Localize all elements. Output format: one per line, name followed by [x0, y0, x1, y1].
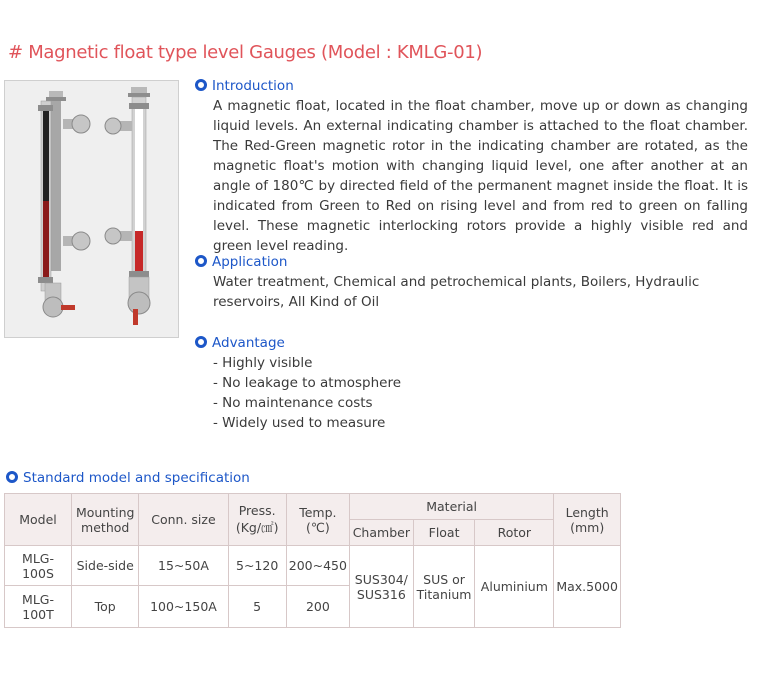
- cell-model: MLG-100S: [5, 546, 72, 586]
- bullet-icon: [195, 336, 207, 348]
- header-model: Model: [5, 494, 72, 546]
- introduction-heading-label: Introduction: [212, 78, 294, 94]
- advantage-list: [213, 353, 401, 433]
- application-text: Water treatment, Chemical and petrochemical plants, Boilers, Hydraulic reservoirs, All Kind of Oil: [213, 274, 700, 310]
- cell-rotor: Aluminium: [475, 546, 554, 628]
- advantage-item: - No maintenance costs: [213, 395, 373, 411]
- cell-conn: 100~150A: [139, 586, 228, 628]
- cell-length: Max.5000: [554, 546, 621, 628]
- advantage-item: - Highly visible: [213, 355, 313, 371]
- introduction-heading: [195, 78, 294, 94]
- advantage-item: - Widely used to measure: [213, 415, 386, 431]
- cell-mounting: Side-side: [72, 546, 139, 586]
- advantage-heading: [195, 335, 285, 351]
- spec-heading: [6, 470, 250, 486]
- page-title: # Magnetic float type level Gauges (Model : KMLG-01): [8, 42, 483, 63]
- header-temp: Temp. (℃): [286, 494, 349, 546]
- advantage-item: - No leakage to atmosphere: [213, 375, 402, 391]
- cell-temp: 200~450: [286, 546, 349, 586]
- cell-conn: 15~50A: [139, 546, 228, 586]
- advantage-heading-label: Advantage: [212, 335, 285, 351]
- cell-press: 5~120: [228, 546, 286, 586]
- bullet-icon: [195, 79, 207, 91]
- application-heading-label: Application: [212, 254, 288, 270]
- header-float: Float: [413, 520, 475, 546]
- header-length: Length (mm): [554, 494, 621, 546]
- cell-mounting: Top: [72, 586, 139, 628]
- introduction-text: A magnetic float, located in the float chamber, move up or down as changing liquid levels. An external indicating chamber is attached to the float chamber. The Red-Green magnetic rotor in the indicating chamber are rotated, as the magnetic float's motion with changing liquid level, one after another at an angle of 180℃ by directed field of the permanent magnet inside the float. It is indicated from Green to Red on rising level and from red to green on falling level. These magnetic interlocking rotors provide a highly visible red and green level reading.: [213, 98, 748, 254]
- header-conn: Conn. size: [139, 494, 228, 546]
- header-material: Material: [349, 494, 553, 520]
- product-photo: [4, 80, 179, 338]
- bullet-icon: [195, 255, 207, 267]
- spec-table: [4, 493, 621, 628]
- cell-press: 5: [228, 586, 286, 628]
- header-press: Press. (Kg/㎠): [228, 494, 286, 546]
- cell-chamber: SUS304/ SUS316: [349, 546, 413, 628]
- application-heading: [195, 254, 287, 270]
- level-gauge-image: [5, 81, 178, 337]
- bullet-icon: [6, 471, 18, 483]
- cell-model: MLG-100T: [5, 586, 72, 628]
- table-row: [5, 546, 621, 586]
- spec-heading-label: Standard model and specification: [23, 470, 250, 486]
- cell-temp: 200: [286, 586, 349, 628]
- header-rotor: Rotor: [475, 520, 554, 546]
- cell-float: SUS or Titanium: [413, 546, 475, 628]
- header-chamber: Chamber: [349, 520, 413, 546]
- header-mounting: Mounting method: [72, 494, 139, 546]
